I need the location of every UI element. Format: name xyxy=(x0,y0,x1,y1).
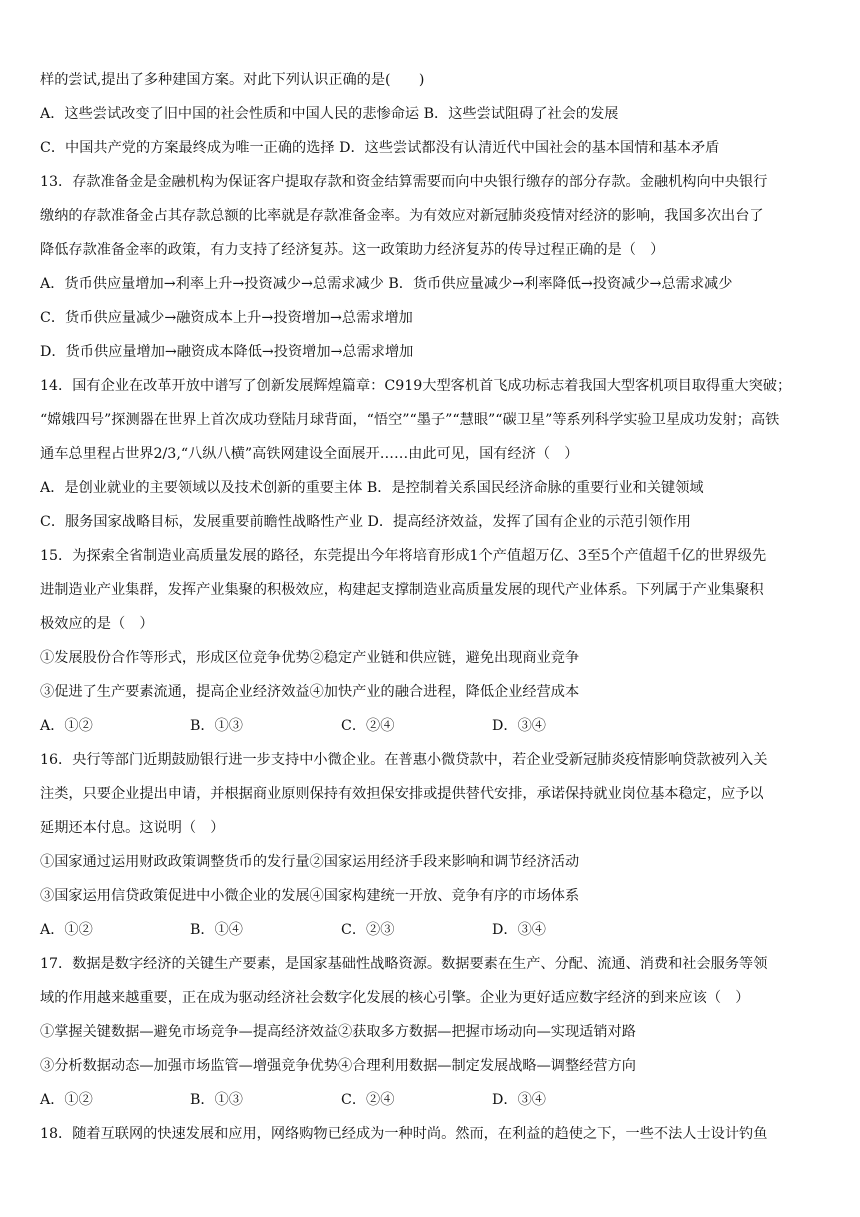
q13-option-d: D．货币供应量增加→融资成本降低→投资增加→总需求增加 xyxy=(40,344,414,360)
q13-option-ab: A．货币供应量增加→利率上升→投资减少→总需求减少 B．货币供应量减少→利率降低→投资减少→总需求减少 xyxy=(40,276,733,292)
option-d: D．③④ xyxy=(492,922,546,938)
q17-stem-line: 域的作用越来越重要，正在成为驱动经济社会数字化发展的核心引擎。企业为更好适应数字经济的到来应该（ ） xyxy=(40,990,750,1006)
text-line: 样的尝试,提出了多种建国方案。对此下列认识正确的是( ) xyxy=(40,72,425,88)
option-d: D．③④ xyxy=(492,1092,546,1108)
option-c: C．②③ xyxy=(341,922,395,938)
option-c: C．②④ xyxy=(341,1092,395,1108)
q16-statement-line: ①国家通过运用财政政策调整货币的发行量②国家运用经济手段来影响和调节经济活动 xyxy=(40,854,580,870)
q18-stem-line: 18．随着互联网的快速发展和应用，网络购物已经成为一种时尚。然而，在利益的趋使之下，一些不法人士设计钓鱼 xyxy=(40,1126,768,1142)
option-c: C．②④ xyxy=(341,718,395,734)
q14-stem-line: 14．国有企业在改革开放中谱写了创新发展辉煌篇章：C919大型客机首飞成功标志着我国大型客机项目取得重大突破； xyxy=(40,378,792,394)
q13-stem-line: 降低存款准备金率的政策，有力支持了经济复苏。这一政策助力经济复苏的传导过程正确的是（ ） xyxy=(40,242,665,258)
q14-option-cd: C．服务国家战略目标，发展重要前瞻性战略性产业 D．提高经济效益，发挥了国有企业的示范引领作用 xyxy=(40,514,691,530)
option-b: B．①③ xyxy=(190,718,243,734)
q16-options xyxy=(40,918,830,942)
q15-statement-line: ①发展股份合作等形式，形成区位竞争优势②稳定产业链和供应链，避免出现商业竞争 xyxy=(40,650,580,666)
q17-options xyxy=(40,1088,830,1112)
q15-options xyxy=(40,714,830,738)
q16-stem-line: 16．央行等部门近期鼓励银行进一步支持中小微企业。在普惠小微贷款中，若企业受新冠肺炎疫情影响贷款被列入关 xyxy=(40,752,768,768)
q17-statement-line: ①掌握关键数据—避免市场竞争—提高经济效益②获取多方数据—把握市场动向—实现适销对路 xyxy=(40,1024,636,1040)
q17-statement-line: ③分析数据动态—加强市场监管—增强竞争优势④合理利用数据—制定发展战略—调整经营方向 xyxy=(40,1058,636,1074)
option-a: A．①② xyxy=(40,718,93,734)
q12-option-ab: A．这些尝试改变了旧中国的社会性质和中国人民的悲惨命运 B．这些尝试阻碍了社会的发展 xyxy=(40,106,619,122)
q17-stem-line: 17．数据是数字经济的关键生产要素，是国家基础性战略资源。数据要素在生产、分配、流通、消费和社会服务等领 xyxy=(40,956,768,972)
option-a: A．①② xyxy=(40,922,93,938)
q15-statement-line: ③促进了生产要素流通，提高企业经济效益④加快产业的融合进程，降低企业经营成本 xyxy=(40,684,580,700)
q14-stem-line: 通车总里程占世界2/3,“八纵八横”高铁网建设全面展开……由此可见，国有经济（ ） xyxy=(40,446,579,462)
option-d: D．③④ xyxy=(492,718,546,734)
option-a: A．①② xyxy=(40,1092,93,1108)
q15-stem-line: 进制造业产业集群，发挥产业集聚的积极效应，构建起支撑制造业高质量发展的现代产业体系。下列属于产业集聚积 xyxy=(40,582,764,598)
q16-stem-line: 注类，只要企业提出申请，并根据商业原则保持有效担保安排或提供替代安排，承诺保持就业岗位基本稳定，应予以 xyxy=(40,786,764,802)
q15-stem-line: 15．为探索全省制造业高质量发展的路径，东莞提出今年将培育形成1个产值超万亿、3至5个产值超千亿的世界级先 xyxy=(40,548,767,564)
q13-option-c: C．货币供应量减少→融资成本上升→投资增加→总需求增加 xyxy=(40,310,413,326)
option-b: B．①③ xyxy=(190,1092,243,1108)
q12-option-cd: C．中国共产党的方案最终成为唯一正确的选择 D．这些尝试都没有认清近代中国社会的基本国情和基本矛盾 xyxy=(40,140,720,156)
q13-stem-line: 缴纳的存款准备金占其存款总额的比率就是存款准备金率。为有效应对新冠肺炎疫情对经济的影响，我国多次出台了 xyxy=(40,208,764,224)
q16-stem-line: 延期还本付息。这说明（ ） xyxy=(40,820,225,836)
q16-statement-line: ③国家运用信贷政策促进中小微企业的发展④国家构建统一开放、竞争有序的市场体系 xyxy=(40,888,580,904)
q13-stem-line: 13．存款准备金是金融机构为保证客户提取存款和资金结算需要而向中央银行缴存的部分存款。金融机构向中央银行 xyxy=(40,174,768,190)
q14-stem-line: “嫦娥四号”探测器在世界上首次成功登陆月球背面，“悟空”“墨子”“慧眼”“碳卫星”等系列科学实验卫星成功发射；高铁 xyxy=(40,412,780,428)
option-b: B．①④ xyxy=(190,922,243,938)
q14-option-ab: A．是创业就业的主要领域以及技术创新的重要主体 B．是控制着关系国民经济命脉的重要行业和关键领域 xyxy=(40,480,704,496)
q15-stem-line: 极效应的是（ ） xyxy=(40,616,154,632)
